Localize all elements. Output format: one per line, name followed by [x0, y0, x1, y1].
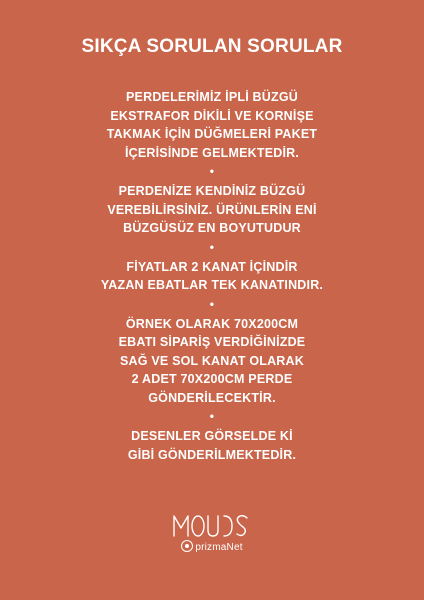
- faq-line: SAĞ VE SOL KANAT OLARAK: [119, 353, 304, 368]
- bullet-separator: •: [209, 409, 215, 423]
- faq-line: EBATI SİPARİŞ VERDİĞİNİZDE: [118, 335, 306, 349]
- faq-line: GİBİ GÖNDERİLMEKTEDİR.: [127, 447, 297, 462]
- faq-line: EKSTRAFOR DİKİLİ VE KORNİŞE: [110, 108, 314, 123]
- page-title: SIKÇA SORULAN SORULAR: [81, 36, 343, 57]
- faq-item: [0, 88, 424, 162]
- bullet-separator: •: [209, 296, 215, 311]
- faq-line: YAZAN EBATLAR TEK KANATINDIR.: [100, 278, 324, 292]
- faq-line: PERDENİZE KENDİNİZ BÜZGÜ: [118, 184, 306, 198]
- faq-line: GÖNDERİLECEKTİR.: [148, 390, 276, 405]
- mouds-logo-mark: [172, 510, 252, 540]
- faq-line: BÜZGÜSÜZ EN BOYUTUDUR: [123, 221, 301, 235]
- faq-item: [0, 182, 424, 238]
- faq-list: [0, 88, 424, 464]
- faq-line: PERDELERİMİZ İPLİ BÜZGÜ: [126, 90, 298, 104]
- faq-line: 2 ADET 70X200CM PERDE: [131, 372, 293, 386]
- faq-line: TAKMAK İÇİN DÜĞMELERİ PAKET: [106, 127, 318, 141]
- faq-item: [0, 427, 424, 464]
- faq-line: DESENLER GÖRSELDE Kİ: [131, 429, 293, 443]
- faq-line: FİYATLAR 2 KANAT İÇİNDİR: [126, 259, 298, 274]
- faq-item: [0, 315, 424, 408]
- prizmanet-badge-icon: [181, 540, 193, 552]
- brand-subtitle-text: prizmaNet: [195, 542, 243, 553]
- faq-line: VEREBİLİRSİNİZ. ÜRÜNLERİN ENİ: [107, 202, 317, 217]
- bullet-separator: •: [209, 239, 215, 254]
- faq-line: İÇERİSİNDE GELMEKTEDİR.: [124, 145, 300, 160]
- brand-subtitle: [0, 540, 424, 553]
- faq-item: [0, 258, 424, 295]
- faq-line: ÖRNEK OLARAK 70X200CM: [125, 316, 299, 331]
- bullet-separator: •: [209, 164, 215, 178]
- brand-logo: [0, 510, 424, 570]
